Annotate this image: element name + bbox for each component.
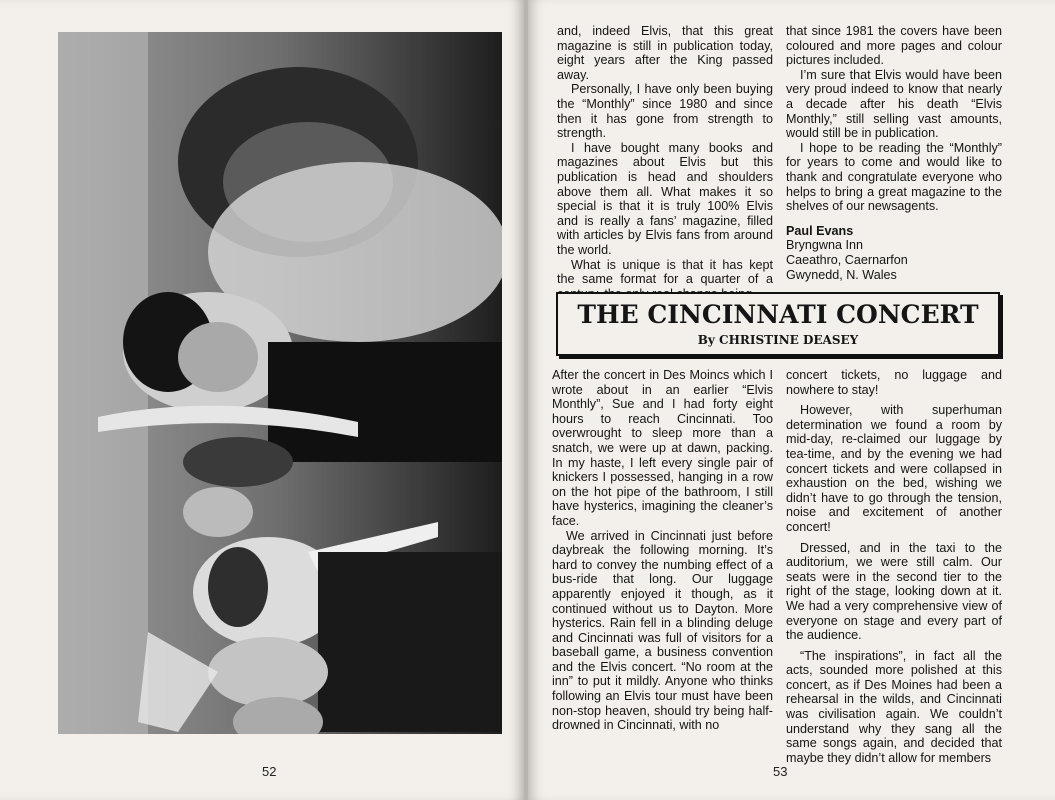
letter-paragraph: What is unique is that it has kept the same format for a quarter of a — [557, 257, 773, 287]
article-title-box — [556, 292, 1000, 356]
article-column-2 — [786, 368, 1002, 765]
article-paragraph: However, with superhuman determination we found a room by mid-day, re-claimed our luggage by tea-time, and by the evening we had concert tickets and were collapsed in exhaustion on the bed, wishing we didn’t have to go through the tension, noise and excitement of another concert! — [786, 403, 1002, 534]
letter-paragraph: and, indeed Elvis, that this great magazine is still in publication today, eight years after the King passed away. — [557, 24, 773, 82]
signature-address-line: Bryngwna Inn — [786, 238, 864, 253]
article-title: THE CINCINNATI CONCERT — [577, 300, 979, 329]
signature-name: Paul Evans — [786, 223, 854, 238]
left-page — [0, 0, 524, 800]
letter-paragraph: that since 1981 the covers have been coloured and more pages and colour pictures included. — [786, 24, 1002, 68]
elvis-crowd-photo — [58, 32, 502, 734]
signature-address-line: Caeathro, Caernarfon — [786, 252, 908, 267]
article-paragraph: concert tickets, no luggage and nowhere to stay! — [786, 368, 1002, 397]
letter-signature — [786, 224, 1002, 282]
signature-address-line: Gwynedd, N. Wales — [786, 267, 897, 282]
letter-paragraph: Personally, I have only been buying the “Monthly” since 1980 and since then it has gone from strength to strength. — [557, 82, 773, 141]
article-column-1 — [552, 368, 773, 733]
page-number-right: 53 — [773, 764, 788, 779]
letter-paragraph: I’m sure that Elvis would have been very proud indeed to know that nearly a decade after his death “Elvis Monthly,” still selling vast amounts, would still be in publication. — [786, 67, 1002, 141]
article-paragraph: After the concert in Des Moincs which I wrote about in an earlier “Elvis Monthly”, Sue and I had forty eight hours to reach Cincinnati. Too overwrought to sleep more than a snatch, we were up at dawn, packing. In my haste, I left every single pair of knickers I possessed, hanging in a row on the hot pipe of the bathroom, I still have hysterics, imagining the cleaner’s face. — [552, 368, 773, 528]
letter-paragraph: I have bought many books and magazines about Elvis but this publication is head and shoulders above them all. What makes it so special is that it is truly 100% Elvis and is really a fans’ magazine, filled with articles by Elvis fans from around the world. — [557, 140, 773, 257]
letter-column-1 — [557, 24, 773, 301]
article-paragraph: We arrived in Cincinnati just before daybreak the following morning. It’s hard to convey the numbing effect of a bus-ride that long. Our luggage apparently enjoyed it though, as it continued without us to Dayton. More hysterics. Rain fell in a blinding deluge and Cincinnati was full of visitors for a baseball game, a business convention and the Elvis concert. “No room at the inn” to put it mildly. Anyone who thinks following an Elvis tour must have been non-stop heaven, should try being half-drowned in Cincinnati, with no — [552, 528, 773, 733]
article-paragraph: Dressed, and in the taxi to the auditorium, we were still calm. Our seats were in the second tier to the right of the stage, looking down at it. We had a very comprehensive view of everyone on stage and every part of the audience. — [786, 540, 1002, 643]
page-number-left: 52 — [262, 764, 277, 779]
letter-column-2 — [786, 24, 1002, 282]
photo-graphic — [58, 32, 502, 734]
article-paragraph: “The inspirations”, in fact all the acts, sounded more polished at this concert, as if Des Moines had been a rehearsal in the wilds, and Cincinnati was civilisation again. We couldn’t understand why they sang all the same songs again, and decided that maybe they didn’t allow for members — [786, 648, 1002, 765]
article-byline: By CHRISTINE DEASEY — [697, 333, 859, 347]
letter-paragraph: I hope to be reading the “Monthly” for years to come and would like to thank and congratulate everyone who helps to bring a great magazine to the shelves of our newsagents. — [786, 140, 1002, 214]
